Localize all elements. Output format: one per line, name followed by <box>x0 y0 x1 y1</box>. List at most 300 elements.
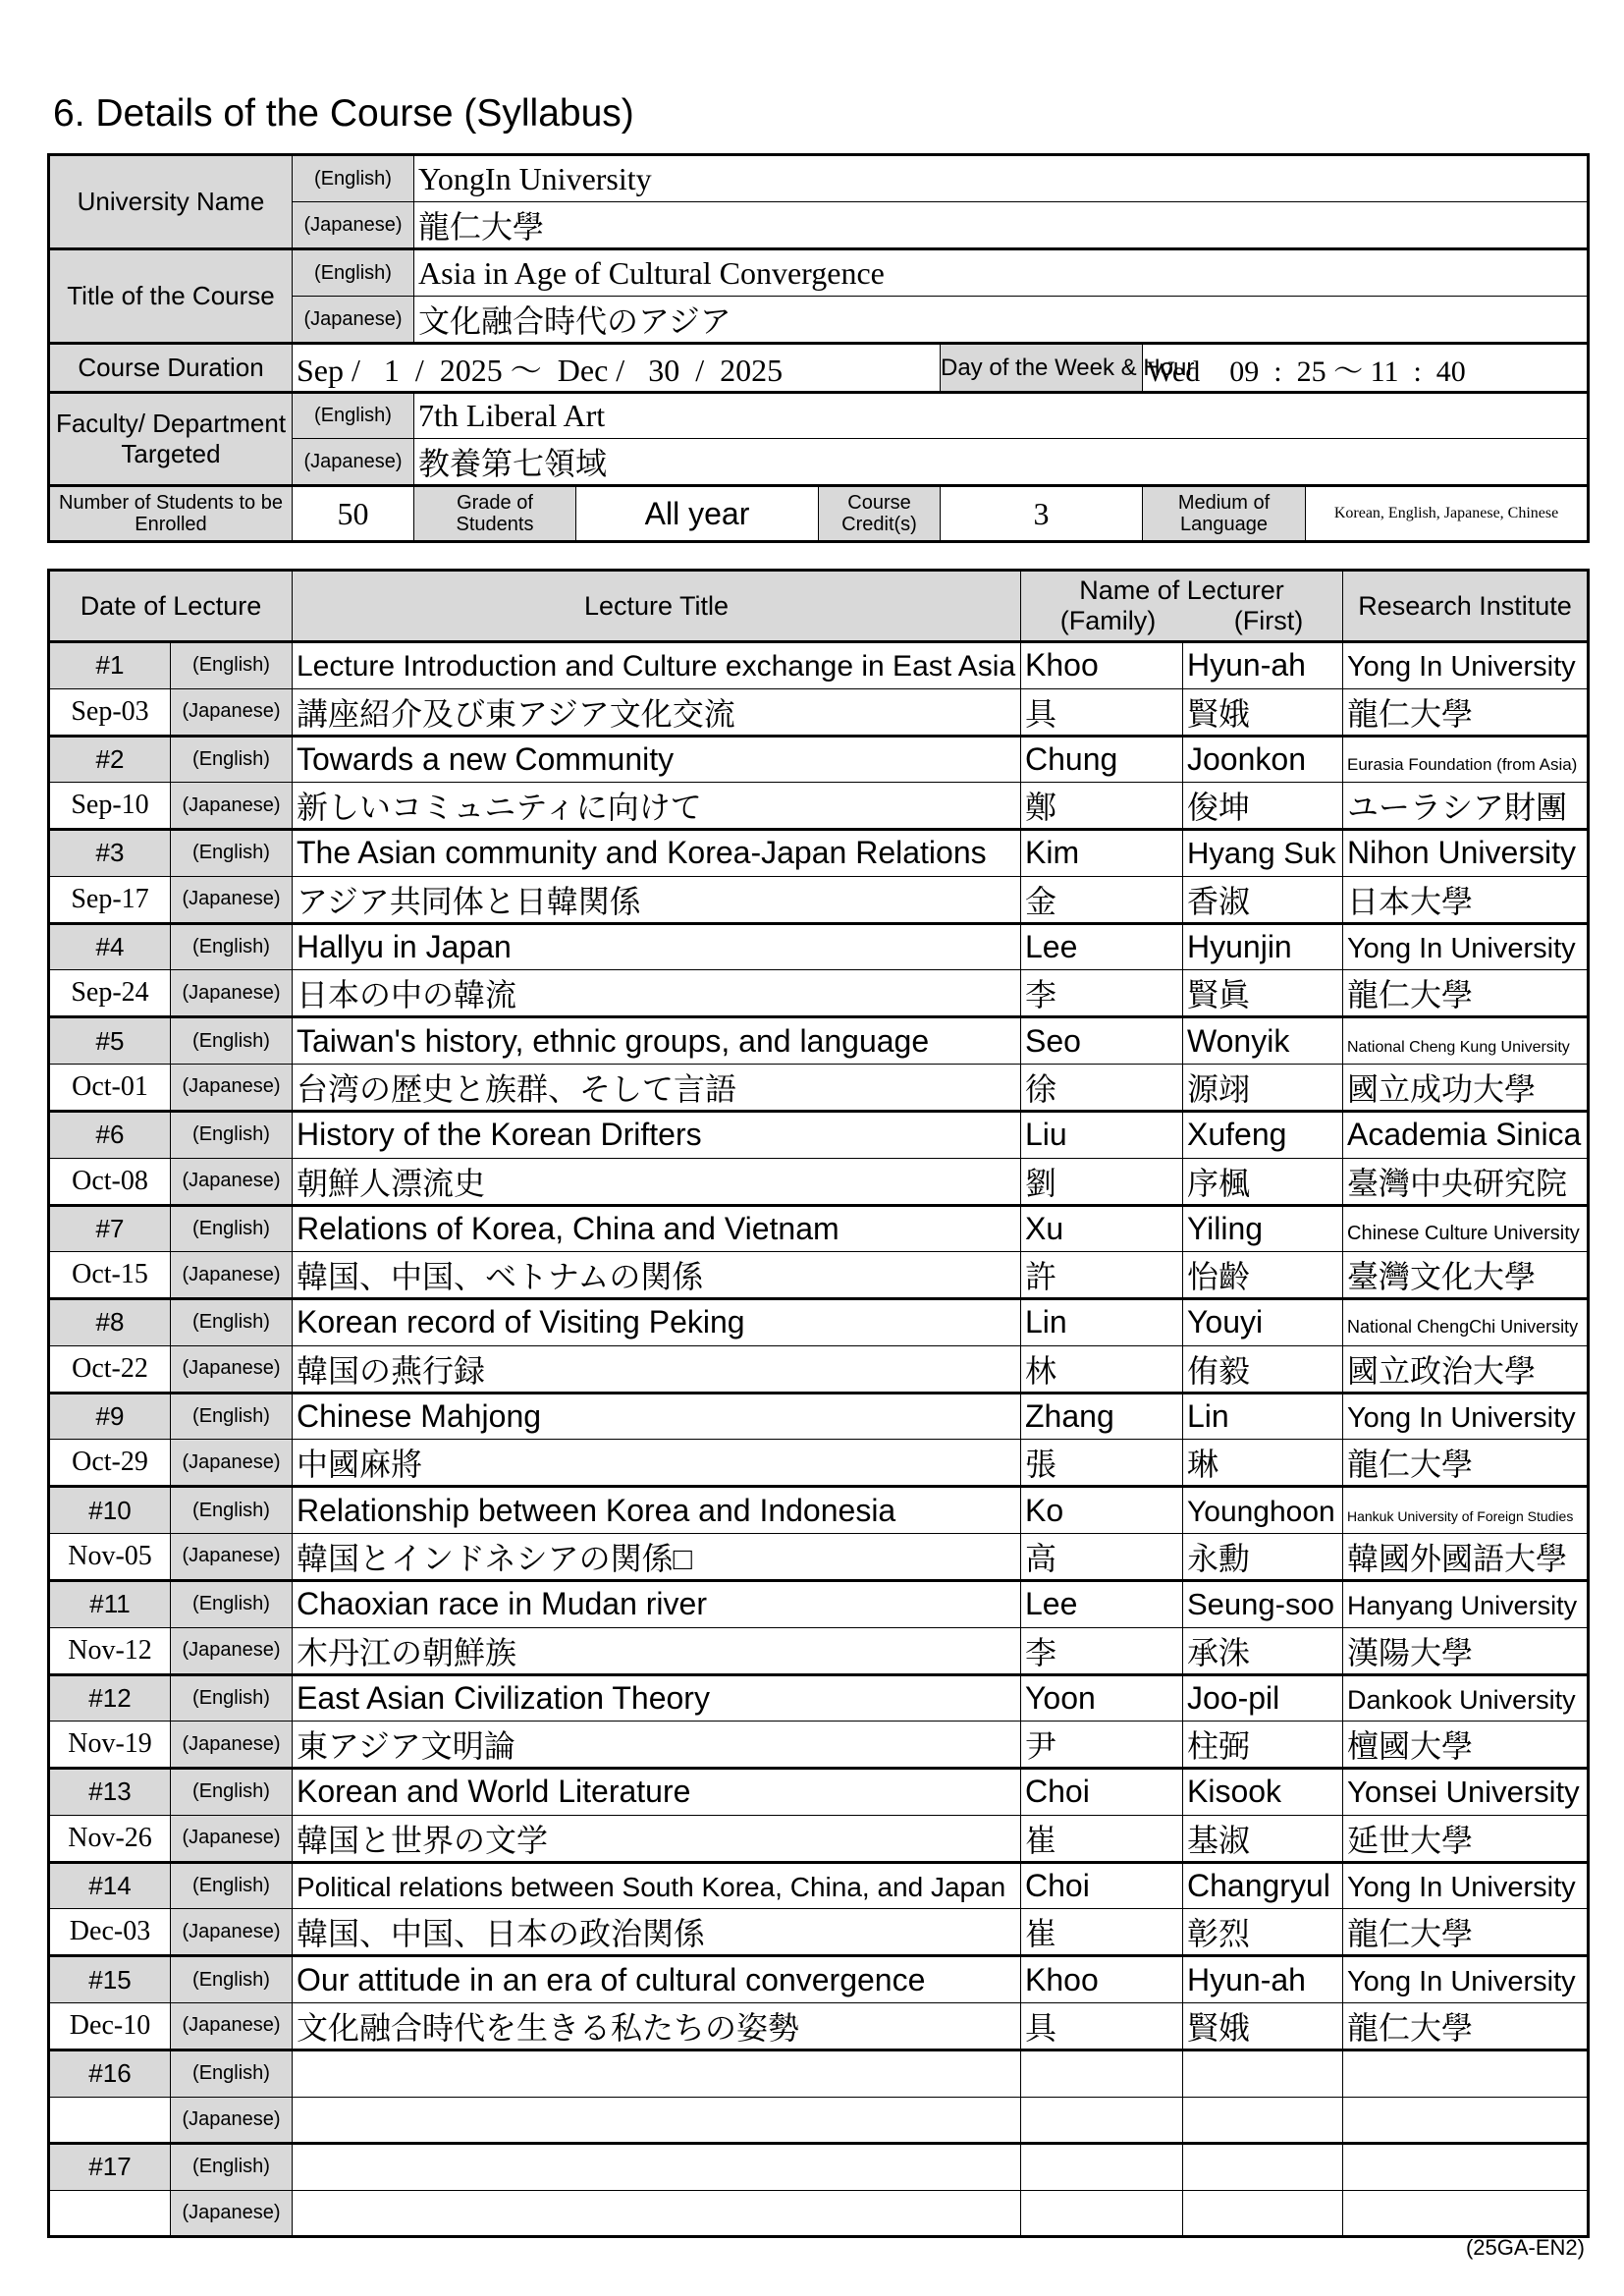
japanese-label: (Japanese) <box>171 1345 293 1393</box>
lecture-date: Oct-29 <box>49 1440 171 1487</box>
institute-ja <box>1343 1533 1589 1580</box>
lecture-number: #1 <box>49 642 171 689</box>
lecturer-family-en-text: Khoo <box>1025 1961 1099 1997</box>
lecture-title-en-text: History of the Korean Drifters <box>297 1117 702 1153</box>
lecture-title-en <box>293 1111 1021 1158</box>
institute-en <box>1343 736 1589 783</box>
lecture-title-en <box>293 830 1021 877</box>
institute-ja-text: 韓國外國語大學 <box>1347 1540 1568 1576</box>
lecturer-family-ja-text: 鄭 <box>1025 790 1057 826</box>
lecturer-family-ja-text: 李 <box>1025 977 1057 1013</box>
lecture-row-english <box>49 830 1589 877</box>
lecture-number: #6 <box>49 1111 171 1158</box>
japanese-label: (Japanese) <box>171 1533 293 1580</box>
institute-en-text: Yong In University <box>1347 1872 1576 1904</box>
lecturer-family-en <box>1021 1674 1183 1722</box>
institute-ja-text: 龍仁大學 <box>1347 977 1474 1013</box>
num-students-label: Number of Students to be Enrolled <box>49 486 293 542</box>
form-code: (25GA-EN2) <box>1465 2235 1585 2260</box>
lecturer-first-ja-text: 永勳 <box>1187 1540 1251 1576</box>
institute-ja <box>1343 876 1589 923</box>
lecturer-first-ja <box>1183 1440 1343 1487</box>
institute-en-text: Yong In University <box>1347 1965 1576 1997</box>
lecturer-family-ja-text: 金 <box>1025 883 1057 919</box>
lecturer-first-ja <box>1183 1252 1343 1299</box>
japanese-label: (Japanese) <box>171 783 293 830</box>
lecture-title-en-text: East Asian Civilization Theory <box>297 1679 710 1716</box>
lecture-title-ja-text: 韓国とインドネシアの関係□ <box>297 1540 693 1576</box>
lecture-title-en-text: Chaoxian race in Mudan river <box>297 1586 707 1622</box>
institute-en <box>1343 1674 1589 1722</box>
institute-en <box>1343 923 1589 970</box>
lecture-title-ja <box>293 2002 1021 2050</box>
english-label: (English) <box>171 1862 293 1909</box>
lecturer-family-en <box>1021 2050 1183 2097</box>
lecture-title-ja <box>293 1345 1021 1393</box>
lecturer-first-en <box>1183 1017 1343 1065</box>
japanese-label: (Japanese) <box>171 1158 293 1205</box>
lecture-date: Nov-26 <box>49 1815 171 1862</box>
lecturer-first-ja-text: 彰烈 <box>1187 1916 1251 1952</box>
institute-ja-text: 漢陽大學 <box>1347 1634 1474 1670</box>
lecture-row-japanese <box>49 2002 1589 2050</box>
lecturer-first-en <box>1183 1580 1343 1627</box>
institute-ja <box>1343 688 1589 736</box>
lecture-title-en-text: Towards a new Community <box>297 740 675 777</box>
institute-ja <box>1343 1345 1589 1393</box>
lecturer-first-ja <box>1183 688 1343 736</box>
first-header: (First) <box>1233 606 1304 635</box>
lecture-title-en <box>293 1017 1021 1065</box>
lecturer-family-en <box>1021 1862 1183 1909</box>
lecture-title-en-text: The Asian community and Korea-Japan Relations <box>297 835 987 871</box>
lecturer-family-en-text: Yoon <box>1025 1679 1096 1716</box>
english-label: (English) <box>171 2050 293 2097</box>
lecture-date: Sep-17 <box>49 876 171 923</box>
lecture-date: Dec-10 <box>49 2002 171 2050</box>
lecturer-first-ja-text: 源翊 <box>1187 1070 1251 1107</box>
lecture-title-en <box>293 1580 1021 1627</box>
lecturer-first-en-text: Youyi <box>1187 1304 1264 1340</box>
lecturer-first-en-text: Seung-soo <box>1187 1587 1334 1622</box>
course-title-en: Asia in Age of Cultural Convergence <box>414 249 1589 297</box>
institute-en-text: Chinese Culture University <box>1347 1222 1580 1244</box>
lecture-title-ja-text: 木丹江の朝鮮族 <box>297 1634 517 1670</box>
english-label: (English) <box>293 155 414 202</box>
lecturer-first-ja-text: 柱弼 <box>1187 1728 1251 1765</box>
lecturer-family-en-text: Lee <box>1025 1586 1078 1622</box>
lecture-title-en <box>293 1956 1021 2003</box>
institute-ja-text: ユーラシア財團 <box>1347 790 1568 826</box>
lecturer-family-ja <box>1021 1252 1183 1299</box>
lecturer-first-en-text: Kisook <box>1187 1774 1282 1810</box>
lecture-row-japanese <box>49 1815 1589 1862</box>
lecture-row-japanese <box>49 1627 1589 1674</box>
lecture-date: Dec-03 <box>49 1909 171 1956</box>
japanese-label: (Japanese) <box>293 439 414 486</box>
lecture-title-ja-text: 新しいコミュニティに向けて <box>297 790 702 826</box>
institute-en <box>1343 1111 1589 1158</box>
lecture-number: #17 <box>49 2144 171 2191</box>
institute-en-text: Academia Sinica <box>1347 1117 1582 1153</box>
faculty-label: Faculty/ Department Targeted <box>49 393 293 486</box>
lecture-title-en-text: Our attitude in an era of cultural convergence <box>297 1961 926 1997</box>
lecturer-first-ja-text: 序楓 <box>1187 1165 1251 1201</box>
institute-en-text: Yonsei University <box>1347 1775 1580 1810</box>
institute-en <box>1343 1580 1589 1627</box>
lecturer-first-ja-text: 基淑 <box>1187 1822 1251 1858</box>
english-label: (English) <box>171 1674 293 1722</box>
japanese-label: (Japanese) <box>171 970 293 1017</box>
lecturer-first-en-text: Joonkon <box>1187 740 1306 777</box>
lecturer-family-en <box>1021 1393 1183 1440</box>
day-hour-label: Day of the Week & Hour <box>941 344 1143 393</box>
japanese-label: (Japanese) <box>171 1440 293 1487</box>
lecture-number: #13 <box>49 1769 171 1816</box>
date-header: Date of Lecture <box>49 571 293 642</box>
institute-en <box>1343 1487 1589 1534</box>
lecture-number: #5 <box>49 1017 171 1065</box>
japanese-label: (Japanese) <box>293 202 414 249</box>
lecture-title-en-text: Hallyu in Japan <box>297 929 512 965</box>
institute-ja <box>1343 1252 1589 1299</box>
lecture-title-ja-text: 朝鮮人漂流史 <box>297 1165 486 1201</box>
lecture-row-japanese <box>49 2190 1589 2237</box>
institute-ja-text: 龍仁大學 <box>1347 695 1474 732</box>
lecturer-family-ja <box>1021 2002 1183 2050</box>
lecture-date: Nov-05 <box>49 1533 171 1580</box>
lecture-row-english <box>49 1769 1589 1816</box>
japanese-label: (Japanese) <box>171 1722 293 1769</box>
lecture-row-english <box>49 2144 1589 2191</box>
lecture-row-japanese <box>49 1158 1589 1205</box>
lecturer-family-ja <box>1021 1815 1183 1862</box>
english-label: (English) <box>171 1017 293 1065</box>
lecture-title-header: Lecture Title <box>293 571 1021 642</box>
university-name-en: YongIn University <box>414 155 1589 202</box>
lecturer-family-en-text: Choi <box>1025 1774 1090 1810</box>
lecture-number: #2 <box>49 736 171 783</box>
lecture-title-ja-text: 韓国の燕行録 <box>297 1352 486 1389</box>
lecturer-family-en-text: Xu <box>1025 1210 1064 1246</box>
japanese-label: (Japanese) <box>171 1909 293 1956</box>
lecture-date: Sep-10 <box>49 783 171 830</box>
lecture-row-english <box>49 1111 1589 1158</box>
lecturer-family-ja <box>1021 1909 1183 1956</box>
institute-ja <box>1343 1158 1589 1205</box>
lecturer-first-en <box>1183 736 1343 783</box>
lecturer-first-ja <box>1183 2002 1343 2050</box>
lecture-row-english <box>49 736 1589 783</box>
institute-header: Research Institute <box>1343 571 1589 642</box>
lecturer-family-ja-text: 高 <box>1025 1540 1057 1576</box>
lecturer-family-en <box>1021 736 1183 783</box>
credits-label: Course Credit(s) <box>819 486 941 542</box>
lecture-number: #9 <box>49 1393 171 1440</box>
medium-label: Medium of Language <box>1143 486 1306 542</box>
lecture-title-ja <box>293 1252 1021 1299</box>
institute-en <box>1343 1205 1589 1252</box>
lecturer-first-ja <box>1183 1815 1343 1862</box>
lecture-title-ja <box>293 2097 1021 2144</box>
english-label: (English) <box>293 393 414 439</box>
japanese-label: (Japanese) <box>171 2190 293 2237</box>
lecture-title-en-text: Korean record of Visiting Peking <box>297 1304 745 1340</box>
lecturer-first-en-text: Yiling <box>1187 1210 1264 1246</box>
lecture-title-en <box>293 2050 1021 2097</box>
lecturer-first-en <box>1183 1769 1343 1816</box>
lecture-row-japanese <box>49 1909 1589 1956</box>
lecture-title-ja-text: 文化融合時代を生きる私たちの姿勢 <box>297 2009 800 2046</box>
lecture-title-ja <box>293 688 1021 736</box>
lecturer-first-en-text: Changryul <box>1187 1868 1330 1904</box>
lecture-title-ja-text: 韓国と世界の文学 <box>297 1822 549 1858</box>
lecturer-first-ja <box>1183 1722 1343 1769</box>
institute-en-text: Yong In University <box>1347 1402 1576 1435</box>
lecture-number: #10 <box>49 1487 171 1534</box>
lecturer-family-ja <box>1021 783 1183 830</box>
lecturer-first-ja-text: 怡齡 <box>1187 1259 1251 1295</box>
lecturer-first-en-text: Joo-pil <box>1187 1679 1280 1716</box>
lecture-title-ja-text: 東アジア文明論 <box>297 1728 515 1765</box>
lecture-title-en <box>293 1769 1021 1816</box>
lecturer-family-en-text: Liu <box>1025 1117 1067 1153</box>
lecture-number: #8 <box>49 1299 171 1346</box>
japanese-label: (Japanese) <box>171 1252 293 1299</box>
lecture-number: #3 <box>49 830 171 877</box>
lecturer-first-en-text: Xufeng <box>1187 1117 1287 1153</box>
lecturer-family-ja <box>1021 1533 1183 1580</box>
lecture-title-ja <box>293 1533 1021 1580</box>
lecture-date: Oct-01 <box>49 1064 171 1111</box>
lecturer-first-ja <box>1183 1345 1343 1393</box>
lecturer-first-en <box>1183 1111 1343 1158</box>
lecturer-first-ja <box>1183 1533 1343 1580</box>
lecturer-first-en <box>1183 923 1343 970</box>
lecturer-family-ja-text: 李 <box>1025 1634 1057 1670</box>
institute-ja <box>1343 1815 1589 1862</box>
lecture-title-ja <box>293 1722 1021 1769</box>
institute-en <box>1343 1393 1589 1440</box>
lecturer-first-ja-text: 侑毅 <box>1187 1352 1251 1389</box>
english-label: (English) <box>171 830 293 877</box>
english-label: (English) <box>171 1580 293 1627</box>
lecturer-first-en-text: Hyun-ah <box>1187 1961 1306 1997</box>
lecturer-family-ja <box>1021 1722 1183 1769</box>
lecturer-family-en <box>1021 1580 1183 1627</box>
lecture-title-en-text: Korean and World Literature <box>297 1774 691 1810</box>
lecture-row-english <box>49 1393 1589 1440</box>
lecture-title-ja <box>293 783 1021 830</box>
institute-en <box>1343 642 1589 689</box>
lecture-title-en <box>293 1674 1021 1722</box>
lecture-row-english <box>49 1299 1589 1346</box>
lecture-date: Oct-08 <box>49 1158 171 1205</box>
lecturer-family-ja <box>1021 688 1183 736</box>
lecturer-first-en <box>1183 2050 1343 2097</box>
english-label: (English) <box>171 1487 293 1534</box>
lecture-title-en <box>293 736 1021 783</box>
lecture-number: #7 <box>49 1205 171 1252</box>
lecture-date: Sep-24 <box>49 970 171 1017</box>
num-students-value: 50 <box>293 486 414 542</box>
institute-en <box>1343 1862 1589 1909</box>
lecture-date: Oct-15 <box>49 1252 171 1299</box>
lecture-title-en <box>293 1299 1021 1346</box>
lecture-title-en-text: Lecture Introduction and Culture exchange in East Asia <box>297 650 1016 683</box>
lecture-date: Nov-12 <box>49 1627 171 1674</box>
lecturer-family-en <box>1021 1205 1183 1252</box>
lecture-row-japanese <box>49 1533 1589 1580</box>
medium-value: Korean, English, Japanese, Chinese <box>1306 486 1589 542</box>
course-info-table <box>47 153 1590 543</box>
institute-ja-text: 延世大學 <box>1347 1822 1474 1858</box>
lecturer-family-ja-text: 徐 <box>1025 1070 1057 1107</box>
lecture-row-english <box>49 2050 1589 2097</box>
lecturer-family-en <box>1021 2144 1183 2191</box>
lecturer-family-en-text: Choi <box>1025 1868 1090 1904</box>
lecturer-first-ja-text: 香淑 <box>1187 883 1251 919</box>
course-title-label: Title of the Course <box>49 249 293 344</box>
lecture-row-english <box>49 1487 1589 1534</box>
lecturer-family-ja <box>1021 2190 1183 2237</box>
lecture-number: #15 <box>49 1956 171 2003</box>
lecturer-first-en <box>1183 1956 1343 2003</box>
lecture-title-ja-text: 台湾の歴史と族群、そして言語 <box>297 1070 737 1107</box>
lecturer-family-ja-text: 尹 <box>1025 1728 1057 1765</box>
lecturer-family-ja <box>1021 1158 1183 1205</box>
lecturer-family-en <box>1021 830 1183 877</box>
english-label: (English) <box>293 249 414 297</box>
family-header: (Family) <box>1059 606 1157 635</box>
lecture-date: Sep-03 <box>49 688 171 736</box>
lecturer-first-en-text: Hyun-ah <box>1187 647 1306 683</box>
institute-ja <box>1343 970 1589 1017</box>
institute-ja <box>1343 2190 1589 2237</box>
institute-ja <box>1343 1722 1589 1769</box>
lecture-title-ja <box>293 1158 1021 1205</box>
lecturer-family-en-text: Lin <box>1025 1304 1067 1340</box>
english-label: (English) <box>171 1393 293 1440</box>
institute-ja-text: 龍仁大學 <box>1347 1916 1474 1952</box>
institute-en-text: Nihon University <box>1347 835 1576 871</box>
lecture-title-en <box>293 1862 1021 1909</box>
japanese-label: (Japanese) <box>171 1064 293 1111</box>
lecture-title-en-text: Taiwan's history, ethnic groups, and language <box>297 1022 930 1059</box>
lecturer-header <box>1021 571 1343 642</box>
institute-ja <box>1343 783 1589 830</box>
japanese-label: (Japanese) <box>171 1627 293 1674</box>
lecture-row-english <box>49 1674 1589 1722</box>
lecture-title-ja <box>293 1440 1021 1487</box>
lecturer-first-en <box>1183 1205 1343 1252</box>
lecture-title-en-text: Chinese Mahjong <box>297 1398 542 1435</box>
lecturer-first-ja-text: 承洙 <box>1187 1634 1251 1670</box>
lecture-title-ja <box>293 876 1021 923</box>
lecturer-family-ja-text: 崔 <box>1025 1916 1057 1952</box>
lecture-title-ja <box>293 970 1021 1017</box>
lecturer-first-en-text: Hyunjin <box>1187 929 1292 965</box>
lecture-row-japanese <box>49 1440 1589 1487</box>
institute-en <box>1343 2144 1589 2191</box>
lecturer-family-ja-text: 崔 <box>1025 1822 1057 1858</box>
lecturer-family-en-text: Kim <box>1025 835 1080 871</box>
lecturer-family-en <box>1021 642 1183 689</box>
english-label: (English) <box>171 736 293 783</box>
university-name-ja: 龍仁大學 <box>414 202 1589 249</box>
lecture-date: Nov-19 <box>49 1722 171 1769</box>
lecturer-family-en-text: Ko <box>1025 1492 1064 1528</box>
lecturer-first-ja-text: 琳 <box>1187 1447 1219 1483</box>
english-label: (English) <box>171 1769 293 1816</box>
lecture-title-ja-text: 中國麻將 <box>297 1447 423 1483</box>
institute-ja-text: 國立成功大學 <box>1347 1070 1537 1107</box>
japanese-label: (Japanese) <box>293 297 414 344</box>
japanese-label: (Japanese) <box>171 688 293 736</box>
lecturer-family-en <box>1021 1956 1183 2003</box>
lecture-row-japanese <box>49 876 1589 923</box>
english-label: (English) <box>171 1956 293 2003</box>
grade-label: Grade of Students <box>414 486 576 542</box>
course-duration-value: Sep / 1 / 2025 ～ Dec / 30 / 2025 <box>293 344 941 393</box>
lecturer-first-en-text: Younghoon <box>1187 1495 1335 1528</box>
japanese-label: (Japanese) <box>171 876 293 923</box>
lecture-date: Oct-22 <box>49 1345 171 1393</box>
english-label: (English) <box>171 1205 293 1252</box>
lecture-title-ja-text: 日本の中の韓流 <box>297 977 517 1013</box>
lecture-title-en-text: Relations of Korea, China and Vietnam <box>297 1210 839 1246</box>
faculty-ja: 教養第七領域 <box>414 439 1589 486</box>
institute-ja <box>1343 1627 1589 1674</box>
lecturer-family-en-text: Chung <box>1025 740 1118 777</box>
lecturer-family-en <box>1021 923 1183 970</box>
institute-en-text: Hankuk University of Foreign Studies <box>1347 1507 1574 1524</box>
institute-en-text: National ChengChi University <box>1347 1317 1579 1338</box>
lecturer-first-ja <box>1183 970 1343 1017</box>
day-hour-value: Wed 09 : 25 ～ 11 : 40 <box>1143 344 1589 393</box>
english-label: (English) <box>171 642 293 689</box>
lecturer-family-en <box>1021 1769 1183 1816</box>
lecture-row-japanese <box>49 1252 1589 1299</box>
institute-ja-text: 臺灣文化大學 <box>1347 1259 1537 1295</box>
institute-en <box>1343 1769 1589 1816</box>
lecture-row-japanese <box>49 688 1589 736</box>
japanese-label: (Japanese) <box>171 1815 293 1862</box>
institute-en <box>1343 1017 1589 1065</box>
english-label: (English) <box>171 1299 293 1346</box>
institute-ja-text: 檀國大學 <box>1347 1728 1474 1765</box>
institute-ja <box>1343 2002 1589 2050</box>
lecture-title-ja-text: 韓国、中国、ベトナムの関係 <box>297 1259 704 1295</box>
lecturer-first-ja <box>1183 1909 1343 1956</box>
lecturer-family-en <box>1021 1111 1183 1158</box>
lecturer-first-en <box>1183 642 1343 689</box>
lecturer-family-ja <box>1021 1064 1183 1111</box>
lecturer-family-ja <box>1021 1345 1183 1393</box>
lecture-title-ja-text: 韓国、中国、日本の政治関係 <box>297 1916 706 1952</box>
lecture-row-english <box>49 642 1589 689</box>
lecture-number: #4 <box>49 923 171 970</box>
institute-ja-text: 日本大學 <box>1347 883 1474 919</box>
lecturer-family-en-text: Lee <box>1025 929 1078 965</box>
institute-ja <box>1343 1064 1589 1111</box>
lecture-title-ja <box>293 1909 1021 1956</box>
lecturer-first-ja-text: 賢娥 <box>1187 695 1251 732</box>
lecturer-first-ja <box>1183 876 1343 923</box>
institute-en <box>1343 2050 1589 2097</box>
lecturer-family-ja-text: 林 <box>1025 1352 1057 1389</box>
institute-en-text: Yong In University <box>1347 933 1576 965</box>
